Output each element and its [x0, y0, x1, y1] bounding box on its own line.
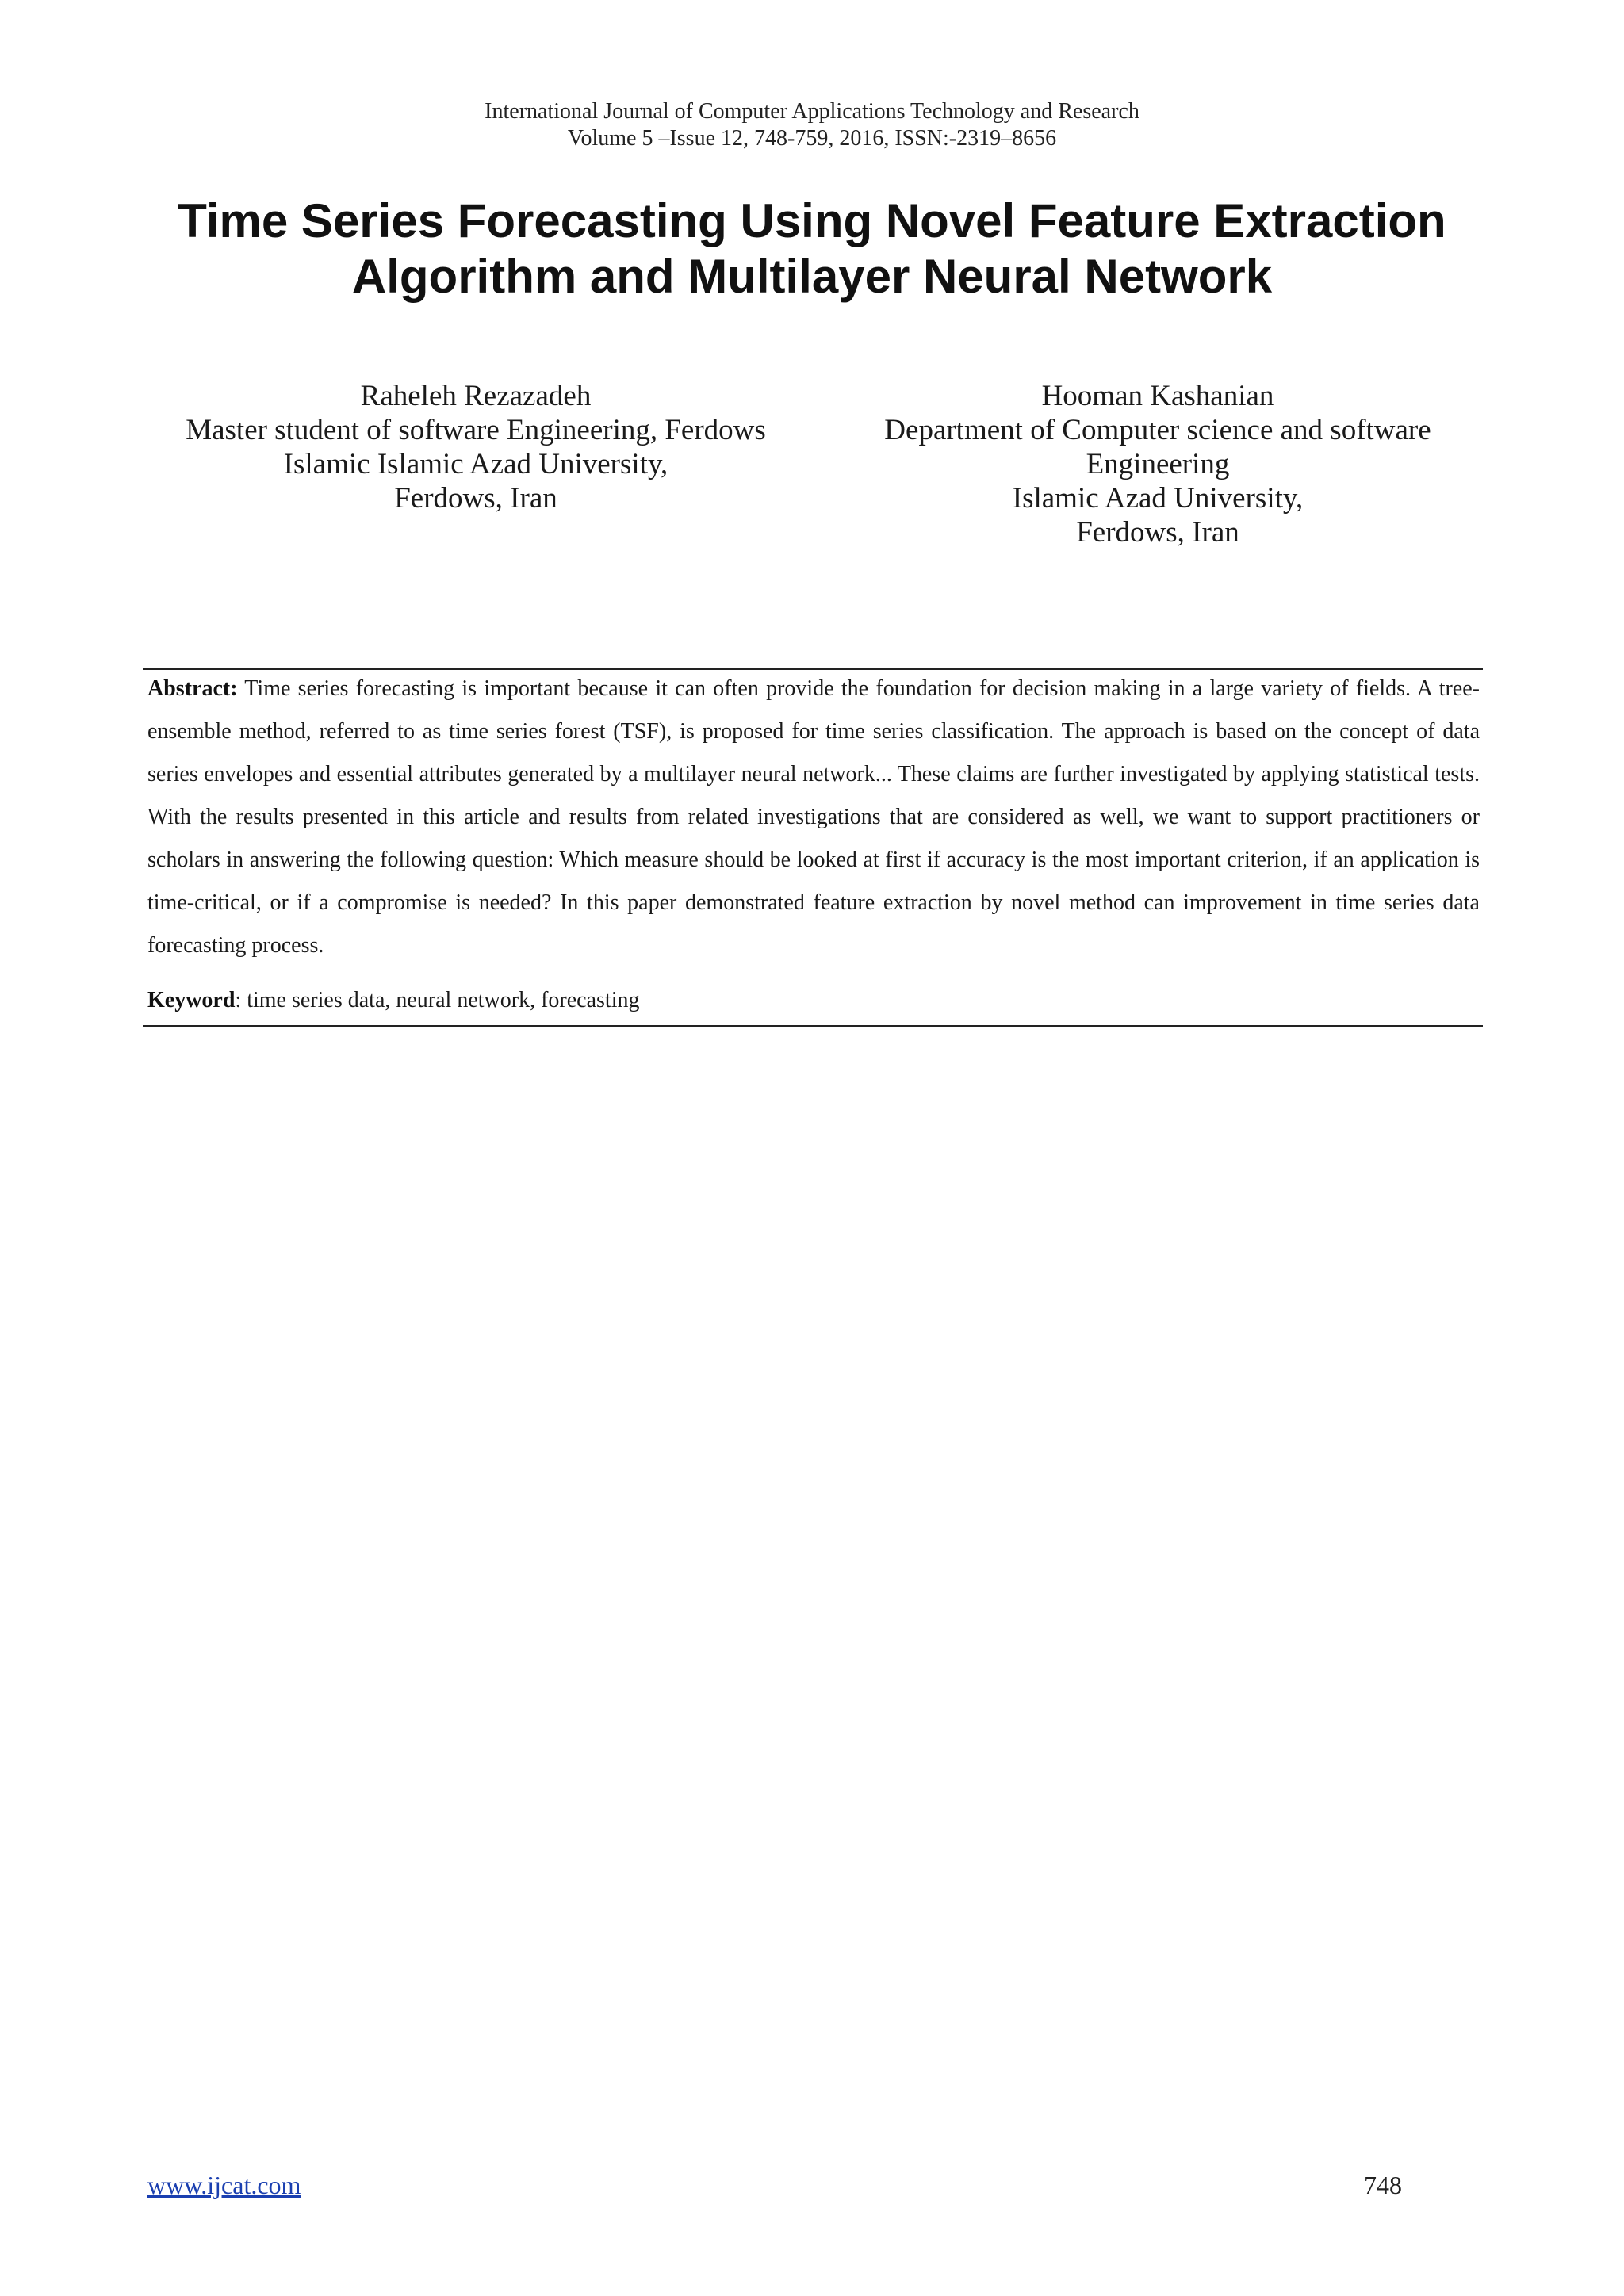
author-affiliation-line: Master student of software Engineering, Ferdows: [186, 414, 766, 446]
keyword-label: Keyword: [147, 988, 236, 1012]
keywords: [147, 983, 1480, 1018]
abstract-text: Time series forecasting is important because it can often provide the foundation for decision making in a large variety of fields. A tree-ensemble method, referred to as time series forest (TSF), is proposed for time series classification. The approach is based on the concept of data series envelopes and essential attributes generated by a multilayer neural network... These claims are further investigated by applying statistical tests. With the results presented in this article and results from related investigations that are considered as well, we want to support practitioners or scholars in answering the following question: Which measure should be looked at first if accuracy is the most important criterion, if an application is time-critical, or if a compromise is needed? In this paper demonstrated feature extraction by novel method can improvement in time series data forecasting process.: [147, 676, 1480, 958]
author-block-2: [833, 379, 1483, 549]
footer-website-link[interactable]: www.ijcat.com: [147, 2171, 301, 2199]
journal-name: International Journal of Computer Applications Technology and Research: [485, 99, 1139, 124]
abstract: [147, 668, 1480, 967]
author-affiliation-line: Islamic Islamic Azad University,: [283, 448, 668, 480]
author-affiliation-line: Islamic Azad University,: [1012, 482, 1304, 515]
title-line-2: Algorithm and Multilayer Neural Network: [351, 250, 1273, 303]
author-affiliation-line: Engineering: [1086, 448, 1230, 480]
abstract-bottom-rule: [143, 1025, 1483, 1027]
author-affiliation-line: Ferdows, Iran: [394, 482, 557, 515]
author-name: Raheleh Rezazadeh: [360, 380, 592, 412]
author-name: Hooman Kashanian: [1041, 380, 1274, 412]
title-line-1: Time Series Forecasting Using Novel Feature Extraction: [178, 194, 1446, 247]
page-number: 748: [1364, 2171, 1402, 2199]
author-affiliation-line: Ferdows, Iran: [1076, 516, 1239, 549]
author-block-1: [143, 379, 809, 515]
journal-header: [0, 98, 1624, 152]
keyword-text: : time series data, neural network, forecasting: [235, 988, 640, 1012]
author-affiliation-line: Department of Computer science and software: [884, 414, 1431, 446]
journal-volume: Volume 5 –Issue 12, 748-759, 2016, ISSN:-2319–8656: [567, 126, 1057, 151]
abstract-label: Abstract:: [147, 676, 238, 701]
paper-title: [0, 193, 1624, 304]
